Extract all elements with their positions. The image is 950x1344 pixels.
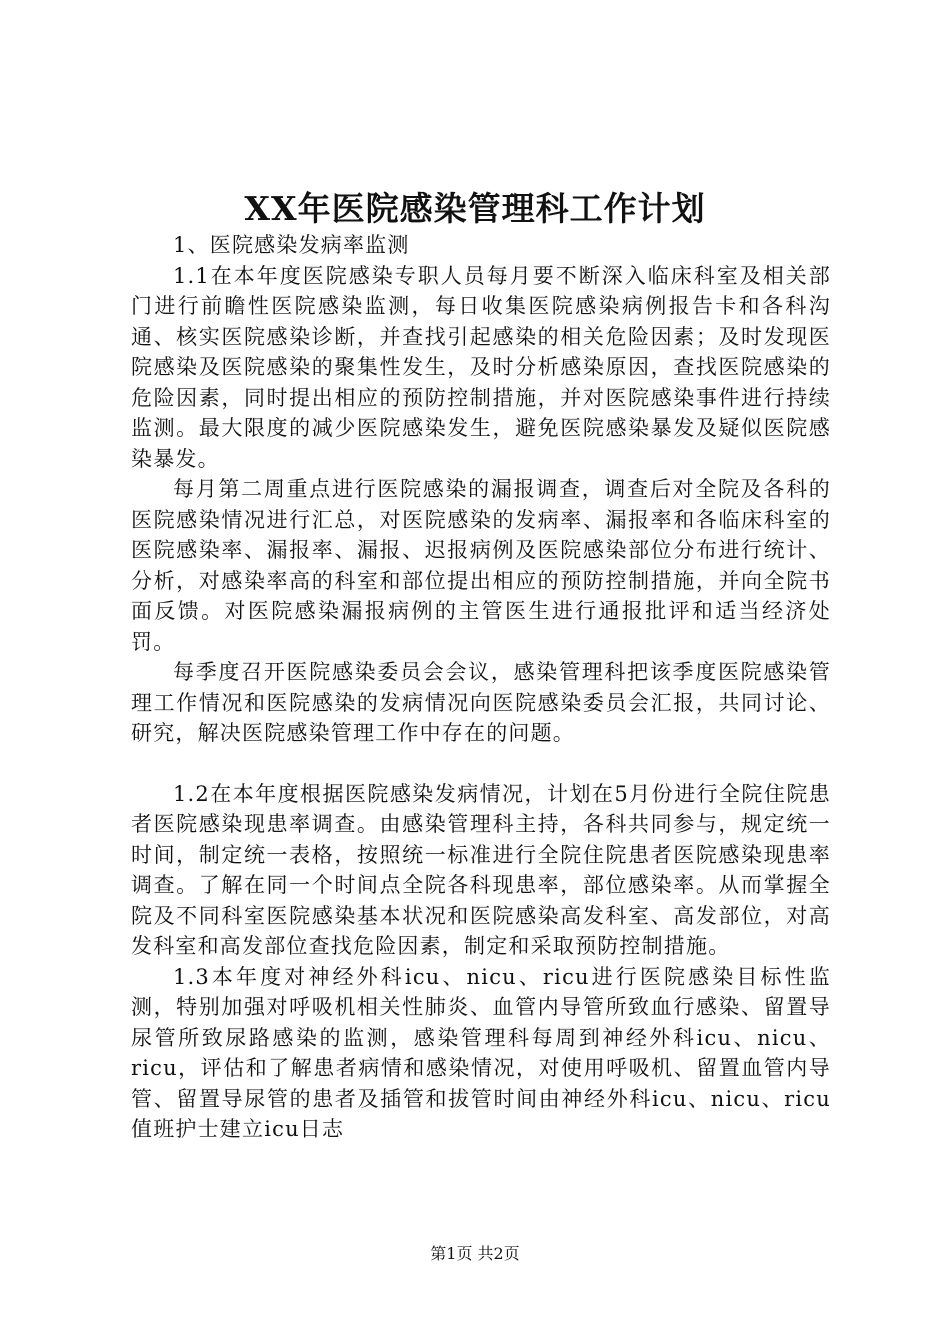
document-body (131, 230, 831, 1145)
page-footer: 第1页 共2页 (430, 1244, 520, 1263)
paragraph-monthly-survey: 每月第二周重点进行医院感染的漏报调查，调查后对全院及各科的医院感染情况进行汇总，对医院感染的发病率、漏报率和各临床科室的医院感染率、漏报率、漏报、迟报病例及医院感染部位分布进行统计、分析，对感染率高的科室和部位提出相应的预防控制措施，并向全院书面反馈。对医院感染漏报病例的主管医生进行通报批评和适当经济处罚。 (131, 477, 831, 654)
paragraph-1-1: 1.1在本年度医院感染专职人员每月要不断深入临床科室及相关部门进行前瞻性医院感染监测，每日收集医院感染病例报告卡和各科沟通、核实医院感染诊断，并查找引起感染的相关危险因素；及时发现医院感染及医院感染的聚集性发生，及时分析感染原因，查找医院感染的危险因素，同时提出相应的预防控制措施，并对医院感染事件进行持续监测。最大限度的减少医院感染发生，避免医院感染暴发及疑似医院感染暴发。 (131, 263, 831, 471)
paragraph-spacer (131, 749, 831, 779)
paragraph-1-3: 1.3本年度对神经外科icu、nicu、ricu进行医院感染目标性监测，特别加强对呼吸机相关性肺炎、血管内导管所致血行感染、留置导尿管所致尿路感染的监测，感染管理科每周到神经外科icu、nicu、ricu，评估和了解患者病情和感染情况，对使用呼吸机、留置血管内导管、留置导尿管的患者及插管和拔管时间由神经外科icu、nicu、ricu值班护士建立icu日志 (131, 964, 831, 1141)
section-heading: 1、医院感染发病率监测 (173, 233, 410, 257)
document-title: XX年医院感染管理科工作计划 (244, 189, 706, 228)
paragraph-1-2: 1.2在本年度根据医院感染发病情况，计划在5月份进行全院住院患者医院感染现患率调查。由感染管理科主持，各科共同参与，规定统一时间，制定统一表格，按照统一标准进行全院住院患者医院感染现患率调查。了解在同一个时间点全院各科现患率，部位感染率。从而掌握全院及不同科室医院感染基本状况和医院感染高发科室、高发部位，对高发科室和高发部位查找危险因素，制定和采取预防控制措施。 (131, 781, 831, 958)
paragraph-quarterly-meeting: 每季度召开医院感染委员会会议，感染管理科把该季度医院感染管理工作情况和医院感染的发病情况向医院感染委员会汇报，共同讨论、研究，解决医院感染管理工作中存在的问题。 (131, 660, 831, 745)
